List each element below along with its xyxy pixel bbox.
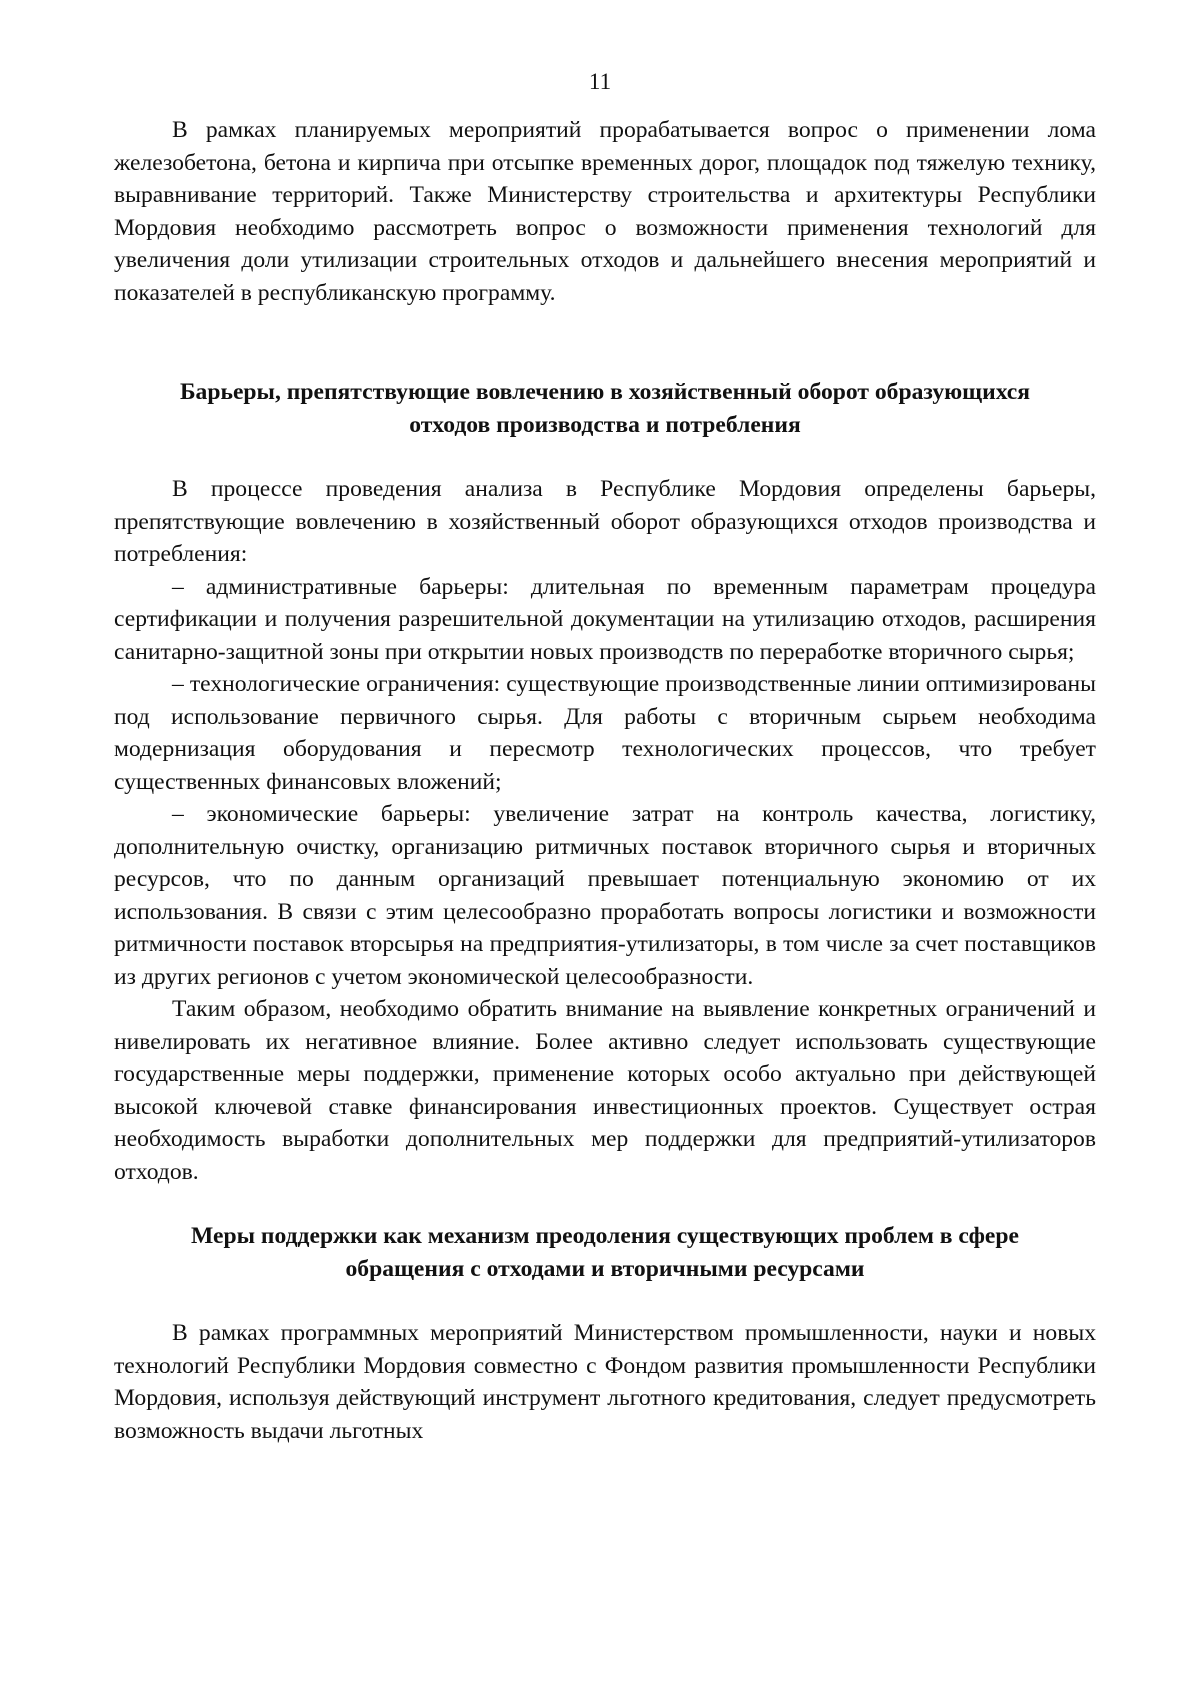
barriers-item-technological: – технологические ограничения: существующие производственные линии оптимизированы под использование первичного сырья. Для работы с вторичным сырьем необходима модернизация оборудования и пересмотр технологических процессов, что требует существенных финансовых вложений; <box>114 671 1096 795</box>
section-heading-support: Меры поддержки как механизм преодоления существующих проблем в сфере обращения с отходами и вторичными ресурсами <box>191 1223 1019 1282</box>
barriers-paragraph-intro: В процессе проведения анализа в Республике Мордовия определены барьеры, препятствующие вовлечению в хозяйственный оборот образующихся отходов производства и потребления: <box>114 476 1096 567</box>
page-number: 11 <box>588 69 612 94</box>
section-heading-barriers: Барьеры, препятствующие вовлечению в хозяйственный оборот образующихся отходов производства и потребления <box>179 379 1031 438</box>
barriers-item-administrative: – административные барьеры: длительная по временным параметрам процедура сертификации и получения разрешительной документации на утилизацию отходов, расширения санитарно-защитной зоны при открытии новых производств по переработке вторичного сырья; <box>114 573 1096 665</box>
barriers-paragraph-conclusion: Таким образом, необходимо обратить внимание на выявление конкретных ограничений и нивелировать их негативное влияние. Более активно следует использовать существующие государственные меры поддержки, применение которых особо актуально при действующей высокой ключевой ставке финансирования инвестиционных проектов. Существует острая необходимость выработки дополнительных мер поддержки для предприятий-утилизаторов отходов. <box>114 996 1096 1185</box>
intro-paragraph: В рамках планируемых мероприятий прорабатывается вопрос о применении лома железобетона, бетона и кирпича при отсыпке временных дорог, площадок под тяжелую технику, выравнивание территорий. Также Министерству строительства и архитектуры Республики Мордовия необходимо рассмотреть вопрос о возможности применения технологий для увеличения доли утилизации строительных отходов и дальнейшего внесения мероприятий и показателей в республиканскую программу. <box>114 117 1096 306</box>
document-body <box>114 114 1096 1447</box>
barriers-item-economic: – экономические барьеры: увеличение затрат на контроль качества, логистику, дополнительную очистку, организацию ритмичных поставок вторичного сырья и вторичных ресурсов, что по данным организаций превышает потенциальную экономию от их использования. В связи с этим целесообразно проработать вопросы логистики и возможности ритмичности поставок вторсырья на предприятия-утилизаторы, в том числе за счет поставщиков из других регионов с учетом экономической целесообразности. <box>114 801 1096 990</box>
support-paragraph: В рамках программных мероприятий Министерством промышленности, науки и новых технологий Республики Мордовия совместно с Фондом развития промышленности Республики Мордовия, используя действующий инструмент льготного кредитования, следует предусмотреть возможность выдачи льготных <box>114 1320 1096 1444</box>
